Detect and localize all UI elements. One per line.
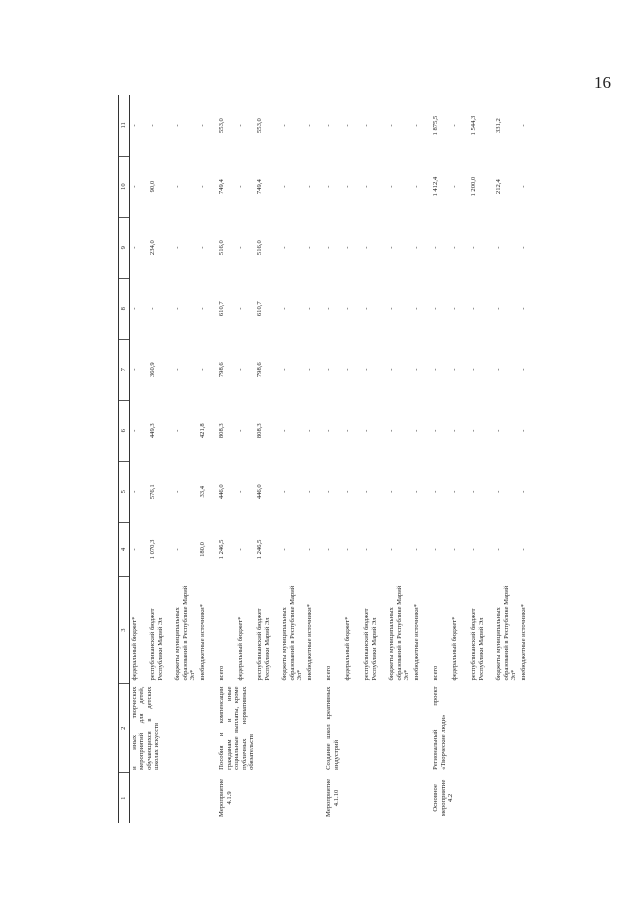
funding-table bbox=[118, 95, 538, 823]
value-cell: - bbox=[451, 429, 459, 432]
value-cell: 576,1 bbox=[149, 484, 157, 500]
value-cell: - bbox=[325, 307, 333, 310]
value-cell: - bbox=[281, 124, 289, 127]
value-cell: - bbox=[520, 490, 528, 493]
value-cell: - bbox=[199, 368, 207, 371]
value-cell: 331,2 bbox=[495, 118, 503, 133]
value-cell: - bbox=[325, 548, 333, 551]
value-cell: - bbox=[388, 124, 396, 127]
value-cell: - bbox=[237, 307, 245, 310]
value-cell: 1 412,4 bbox=[432, 176, 440, 197]
value-cell: - bbox=[388, 429, 396, 432]
value-cell: - bbox=[495, 307, 503, 310]
value-cell: 808,3 bbox=[218, 423, 226, 439]
value-cell: - bbox=[130, 307, 138, 310]
value-cell: - bbox=[237, 185, 245, 188]
funding-source-cell: республиканский бюджет Республики Марий Эл bbox=[149, 608, 164, 681]
value-cell: - bbox=[306, 548, 314, 551]
table-row bbox=[431, 95, 450, 823]
value-cell: - bbox=[174, 490, 182, 493]
rotated-table-sheet bbox=[118, 95, 528, 823]
measure-name-cell: Пособия и компенсации гражданам и иные социальные выплаты, кроме публичных нормативных обязательств bbox=[218, 686, 256, 770]
value-cell: - bbox=[199, 124, 207, 127]
value-cell: - bbox=[344, 246, 352, 249]
value-cell: - bbox=[281, 307, 289, 310]
value-cell: - bbox=[325, 490, 333, 493]
value-cell: - bbox=[325, 185, 333, 188]
value-cell: - bbox=[306, 490, 314, 493]
funding-source-cell: федеральный бюджет* bbox=[237, 616, 245, 681]
value-cell: - bbox=[174, 185, 182, 188]
value-cell: 449,3 bbox=[149, 423, 157, 439]
value-cell: 798,6 bbox=[218, 362, 226, 378]
value-cell: - bbox=[363, 185, 371, 188]
value-cell: - bbox=[520, 429, 528, 432]
funding-source-cell: федеральный бюджет* bbox=[344, 616, 352, 681]
value-cell: - bbox=[451, 307, 459, 310]
value-cell: - bbox=[413, 429, 421, 432]
value-cell: - bbox=[470, 368, 478, 371]
value-cell: - bbox=[451, 246, 459, 249]
value-cell: 446,0 bbox=[256, 484, 264, 500]
value-cell: - bbox=[363, 368, 371, 371]
funding-source-cell: бюджеты муниципальных образований в Республике Марий Эл* bbox=[388, 585, 411, 681]
value-cell: - bbox=[199, 185, 207, 188]
funding-source-cell: бюджеты муниципальных образований в Республике Марий Эл* bbox=[495, 585, 518, 681]
value-cell: - bbox=[344, 185, 352, 188]
column-header: 6 bbox=[119, 400, 130, 461]
funding-source-cell: внебюджетные источники* bbox=[520, 604, 528, 681]
value-cell: - bbox=[344, 368, 352, 371]
value-cell: 808,3 bbox=[256, 423, 264, 439]
value-cell: - bbox=[470, 548, 478, 551]
value-cell: 234,0 bbox=[149, 240, 157, 256]
table-row bbox=[324, 95, 343, 823]
value-cell: - bbox=[237, 246, 245, 249]
value-cell: - bbox=[413, 548, 421, 551]
value-cell: - bbox=[306, 246, 314, 249]
value-cell: 446,0 bbox=[218, 484, 226, 500]
column-header: 3 bbox=[119, 577, 130, 684]
funding-source-cell: бюджеты муниципальных образований в Республике Марий Эл* bbox=[281, 585, 304, 681]
value-cell: - bbox=[237, 548, 245, 551]
value-cell: - bbox=[344, 124, 352, 127]
funding-source-cell: внебюджетные источники* bbox=[199, 604, 207, 681]
value-cell: - bbox=[363, 307, 371, 310]
value-cell: - bbox=[344, 548, 352, 551]
value-cell: - bbox=[495, 429, 503, 432]
column-header: 10 bbox=[119, 156, 130, 217]
value-cell: - bbox=[520, 307, 528, 310]
value-cell: - bbox=[130, 246, 138, 249]
value-cell: - bbox=[130, 490, 138, 493]
value-cell: - bbox=[495, 548, 503, 551]
column-header: 4 bbox=[119, 522, 130, 576]
value-cell: - bbox=[174, 429, 182, 432]
value-cell: - bbox=[174, 368, 182, 371]
value-cell: - bbox=[306, 368, 314, 371]
value-cell: 1 246,5 bbox=[256, 539, 264, 560]
measure-name-cell: Региональный проект «Творческие люди» bbox=[432, 686, 447, 770]
value-cell: 553,0 bbox=[256, 118, 264, 133]
value-cell: - bbox=[306, 124, 314, 127]
value-cell: - bbox=[520, 368, 528, 371]
value-cell: - bbox=[388, 548, 396, 551]
funding-source-cell: бюджеты муниципальных образований в Республике Марий Эл* bbox=[174, 585, 197, 681]
column-header: 11 bbox=[119, 95, 130, 156]
table-row bbox=[129, 95, 148, 823]
funding-source-cell: федеральный бюджет* bbox=[130, 616, 138, 681]
value-cell: - bbox=[413, 307, 421, 310]
value-cell: - bbox=[432, 490, 440, 493]
value-cell: - bbox=[174, 548, 182, 551]
value-cell: - bbox=[520, 185, 528, 188]
funding-source-cell: всего bbox=[325, 665, 333, 681]
value-cell: - bbox=[174, 246, 182, 249]
column-header: 1 bbox=[119, 773, 130, 823]
table-row bbox=[217, 95, 236, 823]
value-cell: - bbox=[281, 490, 289, 493]
measure-number-cell: Мероприятие 4.1.10 bbox=[325, 778, 340, 817]
value-cell: - bbox=[451, 548, 459, 551]
value-cell: - bbox=[432, 307, 440, 310]
value-cell: - bbox=[363, 429, 371, 432]
value-cell: - bbox=[388, 368, 396, 371]
value-cell: - bbox=[306, 307, 314, 310]
column-header: 5 bbox=[119, 461, 130, 522]
value-cell: - bbox=[237, 490, 245, 493]
value-cell: - bbox=[495, 246, 503, 249]
value-cell: - bbox=[281, 429, 289, 432]
value-cell: - bbox=[281, 548, 289, 551]
value-cell: - bbox=[174, 307, 182, 310]
measure-number-cell: Мероприятие 4.1.9 bbox=[218, 778, 233, 817]
value-cell: - bbox=[470, 490, 478, 493]
column-header: 7 bbox=[119, 339, 130, 400]
value-cell: - bbox=[520, 246, 528, 249]
funding-source-cell: республиканский бюджет Республики Марий Эл bbox=[363, 608, 378, 681]
value-cell: - bbox=[237, 124, 245, 127]
value-cell: - bbox=[325, 368, 333, 371]
value-cell: - bbox=[130, 429, 138, 432]
value-cell: - bbox=[325, 124, 333, 127]
value-cell: 553,0 bbox=[218, 118, 226, 133]
value-cell: - bbox=[344, 429, 352, 432]
value-cell: - bbox=[130, 124, 138, 127]
value-cell: - bbox=[363, 490, 371, 493]
value-cell: 1 544,3 bbox=[470, 115, 478, 136]
value-cell: - bbox=[388, 246, 396, 249]
measure-number-cell bbox=[129, 773, 217, 823]
value-cell: - bbox=[388, 185, 396, 188]
value-cell: - bbox=[281, 185, 289, 188]
value-cell: - bbox=[281, 246, 289, 249]
value-cell: - bbox=[344, 307, 352, 310]
value-cell: - bbox=[363, 246, 371, 249]
value-cell: - bbox=[470, 307, 478, 310]
value-cell: - bbox=[306, 185, 314, 188]
value-cell: - bbox=[413, 185, 421, 188]
column-header: 9 bbox=[119, 217, 130, 278]
value-cell: - bbox=[495, 490, 503, 493]
funding-source-cell: республиканский бюджет Республики Марий Эл bbox=[256, 608, 271, 681]
value-cell: 1 070,3 bbox=[149, 539, 157, 560]
value-cell: - bbox=[237, 368, 245, 371]
value-cell: - bbox=[130, 368, 138, 371]
value-cell: - bbox=[363, 548, 371, 551]
value-cell: - bbox=[344, 490, 352, 493]
measure-name-cell: Создание школ креативных индустрий bbox=[325, 686, 340, 770]
value-cell: 516,0 bbox=[218, 240, 226, 256]
value-cell: - bbox=[451, 124, 459, 127]
funding-source-cell: федеральный бюджет* bbox=[451, 616, 459, 681]
value-cell: - bbox=[325, 429, 333, 432]
value-cell: - bbox=[149, 124, 157, 127]
value-cell: - bbox=[388, 307, 396, 310]
value-cell: - bbox=[199, 307, 207, 310]
header-row bbox=[119, 95, 130, 823]
value-cell: - bbox=[281, 368, 289, 371]
page-number: 16 bbox=[594, 73, 611, 92]
value-cell: 1 875,5 bbox=[432, 115, 440, 136]
column-header: 8 bbox=[119, 278, 130, 339]
value-cell: 1 246,5 bbox=[218, 539, 226, 560]
value-cell: 33,4 bbox=[199, 485, 207, 498]
funding-source-cell: всего bbox=[432, 665, 440, 681]
value-cell: - bbox=[470, 429, 478, 432]
value-cell: - bbox=[306, 429, 314, 432]
value-cell: 212,4 bbox=[495, 179, 503, 195]
value-cell: - bbox=[413, 490, 421, 493]
value-cell: 610,7 bbox=[256, 301, 264, 317]
value-cell: 798,6 bbox=[256, 362, 264, 378]
measure-name-cell: и иных творческих мероприятий для детей, обучающихся в детских школах искусств bbox=[130, 686, 161, 770]
value-cell: 1 200,0 bbox=[470, 176, 478, 197]
funding-source-cell: всего bbox=[218, 665, 226, 681]
value-cell: - bbox=[363, 124, 371, 127]
value-cell: - bbox=[470, 246, 478, 249]
funding-source-cell: внебюджетные источники* bbox=[413, 604, 421, 681]
value-cell: - bbox=[520, 548, 528, 551]
value-cell: - bbox=[432, 548, 440, 551]
value-cell: - bbox=[451, 490, 459, 493]
value-cell: - bbox=[130, 548, 138, 551]
value-cell: 516,0 bbox=[256, 240, 264, 256]
value-cell: - bbox=[237, 429, 245, 432]
value-cell: - bbox=[451, 368, 459, 371]
value-cell: - bbox=[451, 185, 459, 188]
value-cell: 749,4 bbox=[256, 179, 264, 195]
value-cell: - bbox=[520, 124, 528, 127]
value-cell: 610,7 bbox=[218, 301, 226, 317]
value-cell: - bbox=[130, 185, 138, 188]
measure-number-cell: Основное мероприятие 4.2 bbox=[432, 779, 455, 817]
value-cell: - bbox=[199, 246, 207, 249]
value-cell: - bbox=[388, 490, 396, 493]
funding-source-cell: внебюджетные источники* bbox=[306, 604, 314, 681]
value-cell: - bbox=[413, 368, 421, 371]
column-header: 2 bbox=[119, 684, 130, 773]
value-cell: - bbox=[149, 307, 157, 310]
value-cell: - bbox=[432, 368, 440, 371]
value-cell: - bbox=[325, 246, 333, 249]
value-cell: 360,9 bbox=[149, 362, 157, 378]
value-cell: 180,0 bbox=[199, 542, 207, 557]
value-cell: 421,8 bbox=[199, 423, 207, 439]
value-cell: - bbox=[413, 124, 421, 127]
table-body bbox=[129, 95, 538, 823]
value-cell: 90,0 bbox=[149, 180, 157, 193]
funding-source-cell: республиканский бюджет Республики Марий Эл bbox=[470, 608, 485, 681]
value-cell: 749,4 bbox=[218, 179, 226, 195]
value-cell: - bbox=[432, 246, 440, 249]
value-cell: - bbox=[174, 124, 182, 127]
value-cell: - bbox=[413, 246, 421, 249]
value-cell: - bbox=[495, 368, 503, 371]
value-cell: - bbox=[432, 429, 440, 432]
